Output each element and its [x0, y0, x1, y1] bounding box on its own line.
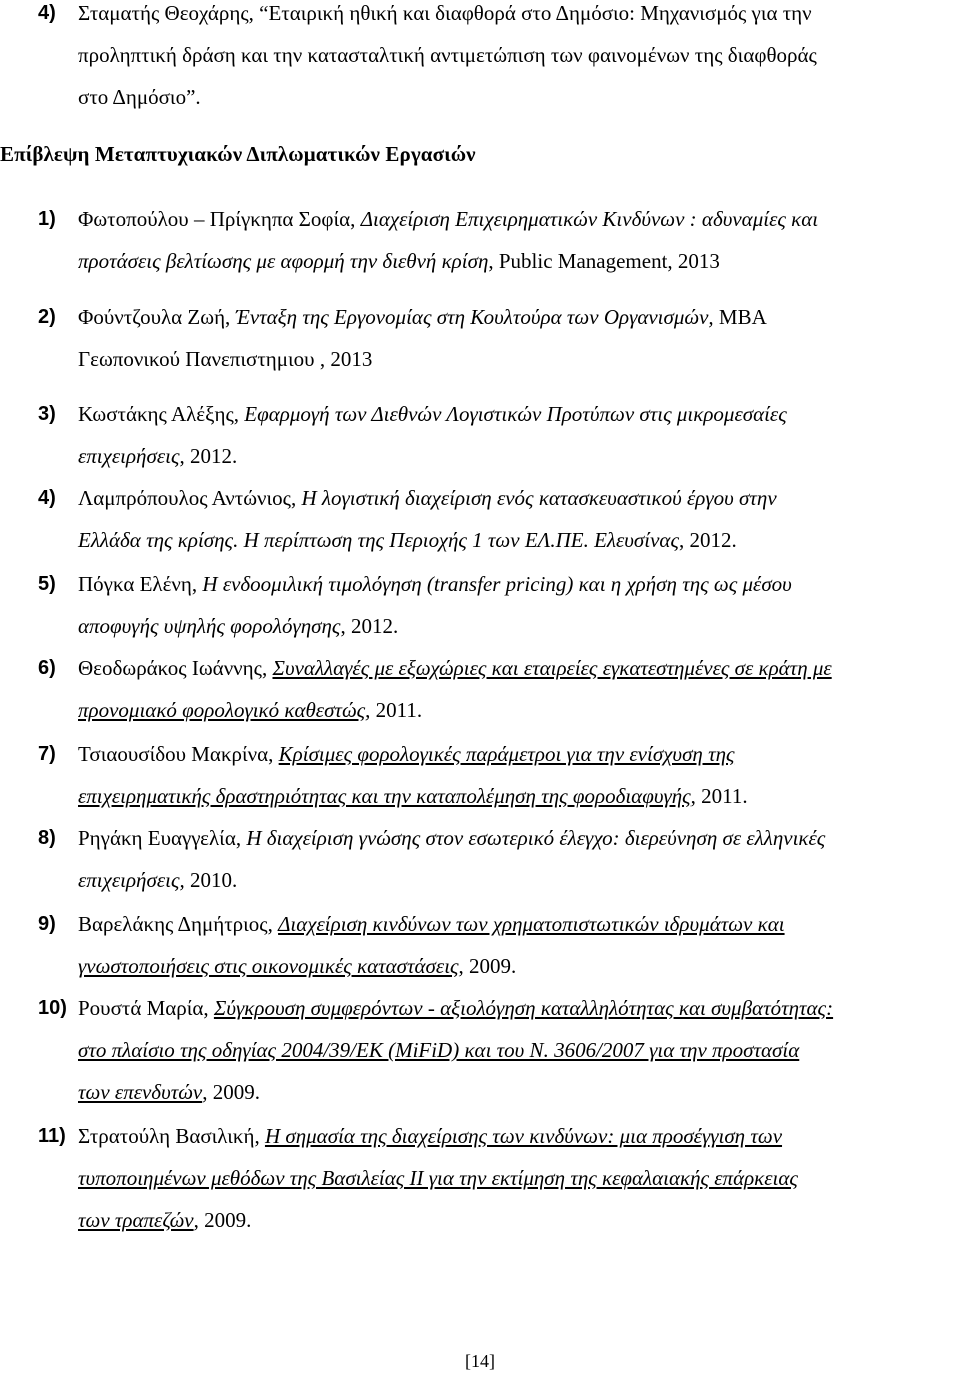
list-item — [38, 987, 940, 1113]
list-item — [38, 296, 940, 380]
top-item-line-1: Σταματής Θεοχάρης, “Εταιρική ηθική και διαφθορά στο Δημόσιο: Μηχανισμός για την — [78, 1, 812, 25]
item-author: Λαμπρόπουλος Αντώνιος, — [78, 486, 302, 510]
page-number-footer — [0, 1340, 960, 1382]
item-title: Κρίσιμες φορολογικές παράμετροι για την ενίσχυση της — [278, 742, 735, 766]
item-title-cont: των επενδυτών — [78, 1080, 203, 1104]
item-author: Φούντζουλα Ζωή, — [78, 305, 236, 329]
item-tail: , 2009. — [202, 1080, 260, 1104]
item-number: 6) — [38, 657, 56, 679]
item-tail: , 2009. — [193, 1208, 252, 1232]
item-number: 1) — [38, 208, 56, 230]
item-author: Ρουστά Μαρία, — [78, 996, 214, 1020]
item-title-cont: των τραπεζών — [78, 1208, 194, 1232]
item-title: Συναλλαγές με εξωχώριες και εταιρείες εγκατεστημένες σε κράτη με — [272, 656, 832, 680]
page-number: [14] — [465, 1351, 495, 1371]
item-title: Ένταξη της Εργονομίας στη Κουλτούρα των Οργανισμών, — [235, 305, 714, 329]
item-author: Τσιαουσίδου Μακρίνα, — [78, 742, 279, 766]
item-tail: , 2009. — [458, 954, 517, 978]
item-title: Διαχείριση Επιχειρηματικών Κινδύνων : αδυναμίες και — [360, 207, 819, 231]
list-item — [38, 817, 940, 901]
item-title-cont: στο πλαίσιο της οδηγίας 2004/39/ΕΚ (MiFiD) και του Ν. 3606/2007 για την προστασία — [78, 1038, 800, 1062]
item-number: 8) — [38, 827, 56, 849]
item-tail: 2010. — [184, 868, 238, 892]
item-author: Κωστάκης Αλέξης, — [78, 402, 245, 426]
item-author: Θεοδωράκος Ιωάννης, — [78, 656, 273, 680]
list-item — [38, 1115, 940, 1241]
item-title: Διαχείριση κινδύνων των χρηματοπιστωτικών ιδρυμάτων και — [278, 912, 785, 936]
item-title: Η σημασία της διαχείρισης των κινδύνων: μια προσέγγιση των — [264, 1124, 783, 1148]
item-title-cont: τυποποιημένων μεθόδων της Βασιλείας ΙΙ για την εκτίμηση της κεφαλαιακής επάρκειας — [78, 1166, 798, 1190]
item-title-cont: Ελλάδα της κρίσης. Η περίπτωση της Περιοχής 1 των ΕΛ.ΠΕ. Ελευσίνας — [78, 528, 679, 552]
item-tail: , Public Management, 2013 — [488, 249, 720, 273]
item-number: 9) — [38, 913, 56, 935]
item-tail: , 2011. — [365, 698, 423, 722]
item-tail: , 2012. — [179, 444, 238, 468]
item-number: 4) — [38, 487, 56, 509]
item-title-cont: επιχειρήσεις, — [78, 868, 185, 892]
item-number: 11) — [38, 1125, 66, 1147]
list-item — [38, 563, 940, 647]
list-item — [38, 903, 940, 987]
item-number: 5) — [38, 573, 56, 595]
item-tail: , 2011. — [690, 784, 748, 808]
item-title: Σύγκρουση συμφερόντων - αξιολόγηση καταλληλότητας και συμβατότητας: — [213, 996, 834, 1020]
item-title: Η λογιστική διαχείριση ενός κατασκευαστικού έργου στην — [301, 486, 777, 510]
top-item-number: 4) — [38, 2, 56, 24]
section-heading: Επίβλεψη Μεταπτυχιακών Διπλωματικών Εργασιών — [0, 142, 476, 166]
item-author: Στρατούλη Βασιλική, — [78, 1124, 265, 1148]
item-title: Η ενδοομιλική τιμολόγηση (transfer pricing) και η χρήση της ως μέσου — [202, 572, 792, 596]
list-item — [38, 198, 940, 282]
item-tail: , 2012. — [678, 528, 737, 552]
item-title: Εφαρμογή των Διεθνών Λογιστικών Προτύπων στις μικρομεσαίες — [244, 402, 787, 426]
item-tail: ΜΒΑ — [713, 305, 767, 329]
item-title-cont: προνομιακό φορολογικό καθεστώς — [78, 698, 366, 722]
item-title-cont: επιχειρήσεις — [78, 444, 180, 468]
item-author: Ρηγάκη Ευαγγελία, — [78, 826, 247, 850]
item-tail: , 2012. — [340, 614, 399, 638]
item-number: 10) — [38, 997, 67, 1019]
item-author: Φωτοπούλου – Πρίγκηπα Σοφία, — [78, 207, 361, 231]
item-title-cont: προτάσεις βελτίωσης με αφορμή την διεθνή κρίση — [78, 249, 489, 273]
item-title-cont: επιχειρηματικής δραστηριότητας και την καταπολέμηση της φοροδιαφυγής — [78, 784, 691, 808]
item-number: 3) — [38, 403, 56, 425]
list-item — [38, 647, 940, 731]
item-title-cont: αποφυγής υψηλής φορολόγησης — [78, 614, 341, 638]
item-number: 2) — [38, 306, 56, 328]
top-item-line-3: στο Δημόσιο”. — [78, 85, 201, 109]
item-author: Πόγκα Ελένη, — [78, 572, 203, 596]
item-tail: Γεωπονικού Πανεπιστημιου , 2013 — [78, 347, 373, 371]
list-item — [38, 477, 940, 561]
top-item-line-2: προληπτική δράση και την κατασταλτική αντιμετώπιση των φαινομένων της διαφθοράς — [78, 43, 817, 67]
list-item — [38, 733, 940, 817]
top-list-item — [38, 0, 940, 118]
item-number: 7) — [38, 743, 56, 765]
item-title-cont: γνωστοποιήσεις στις οικονομικές καταστάσεις — [78, 954, 459, 978]
list-item — [38, 393, 940, 477]
item-title: Η διαχείριση γνώσης στον εσωτερικό έλεγχο: διερεύνηση σε ελληνικές — [246, 826, 826, 850]
item-author: Βαρελάκης Δημήτριος, — [78, 912, 279, 936]
